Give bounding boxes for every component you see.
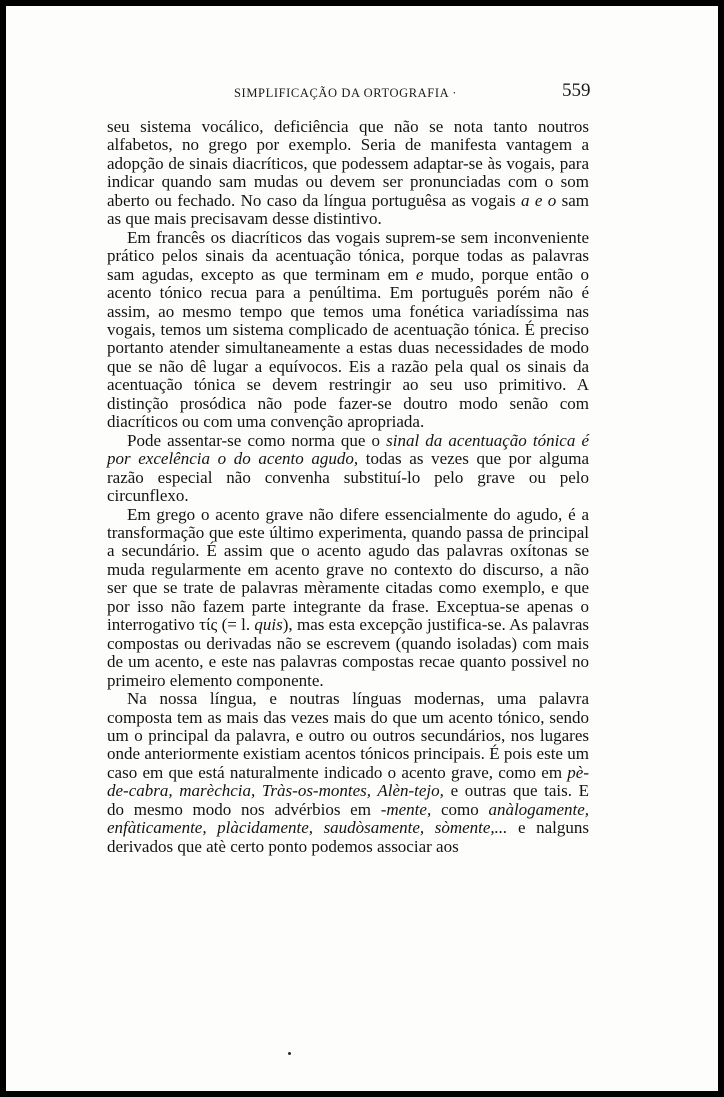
latin-quis: quis (254, 615, 283, 635)
paragraph-5: Na nossa língua, e noutras línguas modernas, uma palavra composta tem as mais das vezes mais do que um acento tónico, sendo um o principal da palavra, e outro ou outros secundários, nos lugares onde anteriormente existiam acentos tónicos principais. É pois este um caso em que está naturalmente indicado o acento grave, como em pè-de-cabra, marèchcia, Tràs-os-montes, Alèn-tejo, e outras que tais. E do mesmo modo nos advérbios em -mente, como anàlogamente, enfàticamente, plàcidamente, saudòsamente, sòmente,... e nalguns derivados que atè certo ponto podemos associar aos (107, 689, 590, 856)
body-text (107, 118, 589, 856)
greek-word: τίς (199, 615, 218, 635)
paragraph-3: Pode assentar-se como norma que o sinal da acentuação tónica é por excelência o do acento agudo, todas as vezes que por alguma razão especial não convenha substituí-lo pelo grave ou pelo circunflexo. (107, 430, 590, 506)
running-head: SIMPLIFICAÇÃO DA ORTOGRAFIA · (234, 86, 458, 100)
page-header (6, 80, 718, 110)
mente-suffix: -mente, (380, 799, 432, 819)
accent-rule: sinal da acentuação tónica é por excelência o do acento agudo, (107, 430, 590, 469)
page-number: 559 (562, 80, 591, 101)
book-page (6, 6, 718, 1091)
paragraph-4: Em grego o acento grave não difere essencialmente do agudo, é a transformação que este último experimenta, quando passa de principal a secundário. É assim que o acento agudo das palavras oxítonas se muda regularmente em acento grave no contexto do discurso, a não ser que se trate de palavras mèramente citadas como exemplo, e que por isso não fazem parte integrante da frase. Exceptua-se apenas o interrogativo τίς (= l. quis), mas esta excepção justifica-se. As palavras compostas ou derivadas não se escrevem (quando isoladas) com mais de um acento, e este nas palavras compostas recae quanto possivel no primeiro elemento componente. (107, 504, 589, 690)
mute-e: e (415, 264, 424, 284)
compound-examples: pè-de-cabra, marèchcia, Tràs-os-montes, Alèn-tejo, (107, 762, 590, 801)
paragraph-1: seu sistema vocálico, deficiência que não se nota tanto noutros alfabetos, no grego por exemplo. Seria de manifesta vantagem a adopção de sinais diacríticos, que podessem adaptar-se às vogais, para indicar quando sam mudas ou devem ser pronunciadas com o som aberto ou fechado. No caso da língua portuguêsa as vogais a e o sam as que mais precisavam desse distintivo. (107, 117, 589, 229)
page-speck (288, 1052, 291, 1055)
paragraph-2: Em francês os diacríticos das vogais suprem-se sem inconveniente prático pelos sinais da acentuação tónica, porque todas as palavras sam agudas, excepto as que terminam em e mudo, porque então o acento tónico recua para a penúltima. Em português porém não é assim, ao mesmo tempo que temos uma fonética variadíssima nas vogais, temos um sistema complicado de acentuação tónica. É preciso portanto atender simultaneamente a estas duas necessidades de modo que se não dê lugar a equívocos. Eis a razão pela qual os sinais da acentuação tónica se devem restringir ao seu uso primitivo. A distinção prosódica não pode fazer-se doutro modo senão com diacríticos ou com uma convenção apropriada. (107, 227, 589, 432)
vowels-example: a e o (520, 190, 557, 210)
adverb-examples: anàlogamente, enfàticamente, plàcidamente, saudòsamente, sòmente,... (107, 799, 590, 838)
